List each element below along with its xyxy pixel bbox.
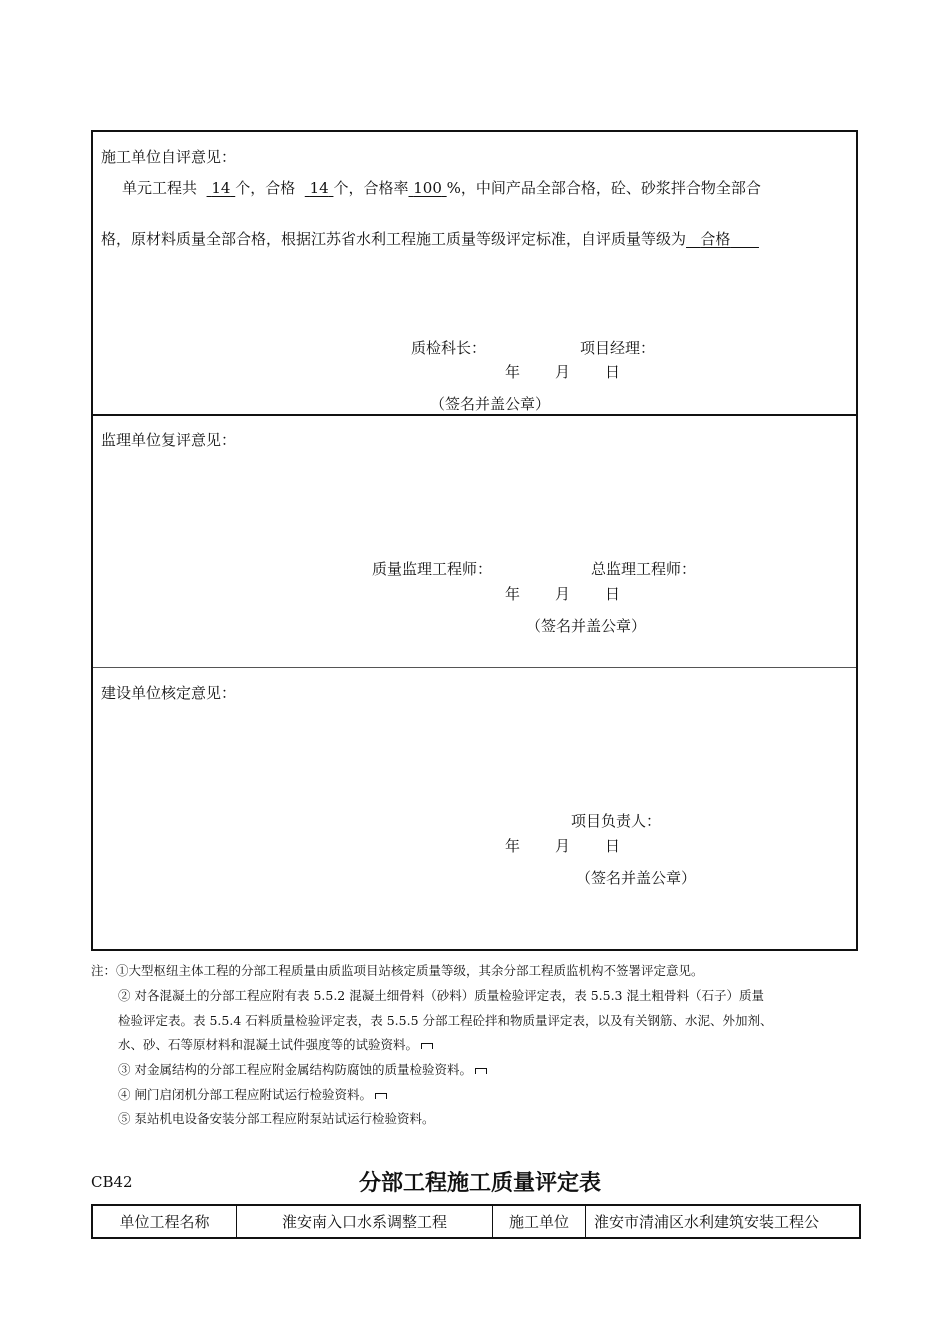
contractor-line-2: 格，原材料质量全部合格，根据江苏省水利工程施工质量等级评定标准，自评质量等级为 合格 <box>101 228 759 249</box>
date-year: 年 <box>505 363 521 381</box>
total-units-value: 14 <box>211 179 231 197</box>
seal-note: （签名并盖公章） <box>576 869 697 887</box>
seal-note: （签名并盖公章） <box>430 395 551 413</box>
unit-project-value: 淮安南入口水系调整工程 <box>237 1206 493 1237</box>
quality-engineer-label: 质量监理工程师： <box>372 560 493 578</box>
note-2-line-2: 检验评定表。表 5.5.4 石料质量检验评定表，表 5.5.5 分部工程砼拌和物质量评定表，以及有关钢筋、水泥、外加剂、 <box>118 1013 773 1028</box>
date-day: 日 <box>605 363 621 381</box>
note-3: ③ 对金属结构的分部工程应附金属结构防腐蚀的质量检验资料。 <box>118 1060 487 1078</box>
note-2-line-1: ② 对各混凝土的分部工程应附有表 5.5.2 混凝土细骨料（砂料）质量检验评定表，表 5.5.3 混土粗骨料（石子）质量 <box>118 988 764 1003</box>
seal-note: （签名并盖公章） <box>526 617 647 635</box>
evaluation-table <box>91 130 858 951</box>
contractor-value: 淮安市清浦区水利建筑安装工程公 <box>594 1213 820 1231</box>
quality-grade-value: 合格 <box>700 230 731 248</box>
qc-chief-label: 质检科长： <box>411 339 487 357</box>
form-header-row <box>91 1204 861 1239</box>
paragraph-mark-icon <box>375 1093 387 1099</box>
contractor-line-1: 单元工程共 14 个，合格 14 个，合格率 100 %，中间产品全部合格，砼、砂浆拌合物全部合 <box>122 179 761 197</box>
date-month: 月 <box>555 585 571 603</box>
date-year: 年 <box>505 837 521 855</box>
note-2-line-3: 水、砂、石等原材料和混凝土试件强度等的试验资料。 <box>118 1035 433 1053</box>
project-manager-label: 项目经理： <box>580 339 656 357</box>
note-1: 注：①大型枢纽主体工程的分部工程质量由质监项目站核定质量等级，其余分部工程质监机构不签署评定意见。 <box>91 963 704 978</box>
paragraph-mark-icon <box>421 1043 433 1049</box>
form-code: CB42 <box>91 1173 133 1191</box>
paragraph-mark-icon <box>475 1068 487 1074</box>
date-year: 年 <box>505 585 521 603</box>
project-leader-label: 项目负责人： <box>571 812 662 830</box>
owner-heading: 建设单位核定意见： <box>101 684 237 702</box>
pass-units-value: 14 <box>309 179 329 197</box>
unit-project-label: 单位工程名称 <box>93 1206 237 1237</box>
date-day: 日 <box>605 585 621 603</box>
date-month: 月 <box>555 363 571 381</box>
chief-engineer-label: 总监理工程师： <box>591 560 697 578</box>
contractor-heading: 施工单位自评意见： <box>101 148 237 166</box>
form-title: 分部工程施工质量评定表 <box>359 1171 602 1196</box>
contractor-label: 施工单位 <box>493 1206 586 1237</box>
date-day: 日 <box>605 837 621 855</box>
section-divider <box>93 667 856 668</box>
section-divider <box>93 414 856 416</box>
note-4: ④ 闸门启闭机分部工程应附试运行检验资料。 <box>118 1085 387 1103</box>
date-month: 月 <box>555 837 571 855</box>
pass-rate-value: 100 <box>413 179 442 197</box>
note-5: ⑤ 泵站机电设备安装分部工程应附泵站试运行检验资料。 <box>118 1111 435 1126</box>
supervisor-heading: 监理单位复评意见： <box>101 431 237 449</box>
